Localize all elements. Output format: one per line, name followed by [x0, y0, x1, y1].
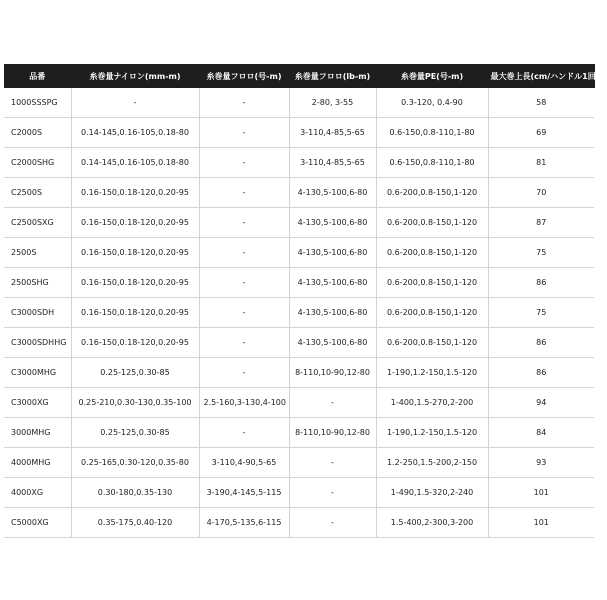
cell-pe-capacity: 0.6-200,0.8-150,1-120 — [376, 178, 488, 208]
cell-pe-capacity: 1-490,1.5-320,2-240 — [376, 478, 488, 508]
cell-fluoro-capacity-go: - — [199, 88, 289, 118]
spec-table-container — [4, 64, 607, 538]
cell-fluoro-capacity-lb: 4-130,5-100,6-80 — [289, 238, 376, 268]
cell-max-retrieve: 70 — [488, 178, 594, 208]
cell-max-retrieve: 81 — [488, 148, 594, 178]
cell-fluoro-capacity-go: - — [199, 208, 289, 238]
cell-nylon-capacity: 0.16-150,0.18-120,0.20-95 — [71, 238, 199, 268]
header-nylon-capacity: 糸巻量ナイロン(mm-m) — [71, 64, 199, 88]
cell-max-retrieve: 58 — [488, 88, 594, 118]
cell-nylon-capacity: 0.25-125,0.30-85 — [71, 418, 199, 448]
cell-max-retrieve: 69 — [488, 118, 594, 148]
cell-fluoro-capacity-go: - — [199, 118, 289, 148]
cell-nylon-capacity: 0.25-165,0.30-120,0.35-80 — [71, 448, 199, 478]
cell-nylon-capacity: 0.35-175,0.40-120 — [71, 508, 199, 538]
cell-fluoro-capacity-lb: 2-80, 3-55 — [289, 88, 376, 118]
cell-fluoro-capacity-lb: 4-130,5-100,6-80 — [289, 298, 376, 328]
cell-pe-capacity: 0.6-200,0.8-150,1-120 — [376, 328, 488, 358]
cell-fluoro-capacity-lb: 4-130,5-100,6-80 — [289, 178, 376, 208]
cell-fluoro-capacity-go: - — [199, 298, 289, 328]
cell-nylon-capacity: 0.14-145,0.16-105,0.18-80 — [71, 148, 199, 178]
header-fluoro-capacity-lb: 糸巻量フロロ(lb-m) — [289, 64, 376, 88]
cell-fluoro-capacity-go: 4-170,5-135,6-115 — [199, 508, 289, 538]
cell-fluoro-capacity-go: - — [199, 178, 289, 208]
cell-fluoro-capacity-lb: 4-130,5-100,6-80 — [289, 268, 376, 298]
cell-max-retrieve: 86 — [488, 268, 594, 298]
header-pe-capacity: 糸巻量PE(号-m) — [376, 64, 488, 88]
table-row — [4, 478, 594, 508]
cell-model: C3000XG — [4, 388, 71, 418]
table-row — [4, 508, 594, 538]
table-row — [4, 358, 594, 388]
table-row — [4, 148, 594, 178]
cell-model: C2000S — [4, 118, 71, 148]
cell-fluoro-capacity-lb: - — [289, 388, 376, 418]
cell-max-retrieve: 84 — [488, 418, 594, 448]
table-row — [4, 388, 594, 418]
cell-model: C3000SDH — [4, 298, 71, 328]
cell-model: 4000XG — [4, 478, 71, 508]
cell-model: 3000MHG — [4, 418, 71, 448]
cell-model: C2500S — [4, 178, 71, 208]
cell-model: 1000SSSPG — [4, 88, 71, 118]
cell-model: C3000SDHHG — [4, 328, 71, 358]
header-row — [4, 64, 594, 88]
cell-max-retrieve: 87 — [488, 208, 594, 238]
cell-max-retrieve: 75 — [488, 238, 594, 268]
cell-model: 2500S — [4, 238, 71, 268]
cell-pe-capacity: 1-190,1.2-150,1.5-120 — [376, 358, 488, 388]
cell-pe-capacity: 0.6-200,0.8-150,1-120 — [376, 238, 488, 268]
cell-fluoro-capacity-go: - — [199, 328, 289, 358]
cell-nylon-capacity: 0.30-180,0.35-130 — [71, 478, 199, 508]
cell-model: C2500SXG — [4, 208, 71, 238]
table-row — [4, 268, 594, 298]
cell-fluoro-capacity-lb: - — [289, 478, 376, 508]
cell-fluoro-capacity-go: - — [199, 358, 289, 388]
cell-model: C3000MHG — [4, 358, 71, 388]
cell-max-retrieve: 86 — [488, 358, 594, 388]
table-row — [4, 118, 594, 148]
header-fluoro-capacity-go: 糸巻量フロロ(号-m) — [199, 64, 289, 88]
cell-fluoro-capacity-lb: - — [289, 508, 376, 538]
cell-fluoro-capacity-go: - — [199, 268, 289, 298]
cell-max-retrieve: 94 — [488, 388, 594, 418]
cell-fluoro-capacity-lb: - — [289, 448, 376, 478]
cell-fluoro-capacity-lb: 4-130,5-100,6-80 — [289, 208, 376, 238]
cell-fluoro-capacity-go: - — [199, 238, 289, 268]
cell-nylon-capacity: 0.16-150,0.18-120,0.20-95 — [71, 298, 199, 328]
table-row — [4, 448, 594, 478]
cell-fluoro-capacity-lb: 8-110,10-90,12-80 — [289, 358, 376, 388]
cell-fluoro-capacity-go: 2.5-160,3-130,4-100 — [199, 388, 289, 418]
cell-nylon-capacity: 0.16-150,0.18-120,0.20-95 — [71, 178, 199, 208]
cell-pe-capacity: 0.6-150,0.8-110,1-80 — [376, 118, 488, 148]
table-row — [4, 298, 594, 328]
table-row — [4, 238, 594, 268]
header-model: 品番 — [4, 64, 71, 88]
cell-nylon-capacity: 0.16-150,0.18-120,0.20-95 — [71, 208, 199, 238]
table-row — [4, 328, 594, 358]
cell-pe-capacity: 0.6-200,0.8-150,1-120 — [376, 268, 488, 298]
spec-table — [4, 64, 607, 538]
cell-nylon-capacity: 0.25-125,0.30-85 — [71, 358, 199, 388]
cell-fluoro-capacity-lb: 4-130,5-100,6-80 — [289, 328, 376, 358]
spec-table-body — [4, 88, 594, 538]
cell-model: C2000SHG — [4, 148, 71, 178]
cell-pe-capacity: 0.6-200,0.8-150,1-120 — [376, 298, 488, 328]
cell-max-retrieve: 86 — [488, 328, 594, 358]
cell-fluoro-capacity-go: - — [199, 418, 289, 448]
cell-model: 2500SHG — [4, 268, 71, 298]
spec-table-header — [4, 64, 607, 88]
cell-nylon-capacity: - — [71, 88, 199, 118]
cell-fluoro-capacity-lb: 8-110,10-90,12-80 — [289, 418, 376, 448]
cell-nylon-capacity: 0.16-150,0.18-120,0.20-95 — [71, 268, 199, 298]
cell-max-retrieve: 75 — [488, 298, 594, 328]
table-row — [4, 88, 594, 118]
cell-fluoro-capacity-go: - — [199, 148, 289, 178]
cell-model: C5000XG — [4, 508, 71, 538]
header-max-retrieve: 最大巻上長(cm/ハンドル1回転) — [488, 64, 594, 88]
cell-fluoro-capacity-go: 3-110,4-90,5-65 — [199, 448, 289, 478]
cell-fluoro-capacity-go: 3-190,4-145,5-115 — [199, 478, 289, 508]
cell-nylon-capacity: 0.14-145,0.16-105,0.18-80 — [71, 118, 199, 148]
cell-pe-capacity: 0.6-150,0.8-110,1-80 — [376, 148, 488, 178]
cell-fluoro-capacity-lb: 3-110,4-85,5-65 — [289, 118, 376, 148]
cell-pe-capacity: 0.3-120, 0.4-90 — [376, 88, 488, 118]
cell-nylon-capacity: 0.16-150,0.18-120,0.20-95 — [71, 328, 199, 358]
cell-model: 4000MHG — [4, 448, 71, 478]
cell-max-retrieve: 101 — [488, 478, 594, 508]
cell-fluoro-capacity-lb: 3-110,4-85,5-65 — [289, 148, 376, 178]
cell-pe-capacity: 1.5-400,2-300,3-200 — [376, 508, 488, 538]
cell-pe-capacity: 1-190,1.2-150,1.5-120 — [376, 418, 488, 448]
cell-pe-capacity: 0.6-200,0.8-150,1-120 — [376, 208, 488, 238]
cell-nylon-capacity: 0.25-210,0.30-130,0.35-100 — [71, 388, 199, 418]
cell-pe-capacity: 1.2-250,1.5-200,2-150 — [376, 448, 488, 478]
table-row — [4, 418, 594, 448]
table-row — [4, 178, 594, 208]
cell-pe-capacity: 1-400,1.5-270,2-200 — [376, 388, 488, 418]
cell-max-retrieve: 101 — [488, 508, 594, 538]
cell-max-retrieve: 93 — [488, 448, 594, 478]
table-row — [4, 208, 594, 238]
